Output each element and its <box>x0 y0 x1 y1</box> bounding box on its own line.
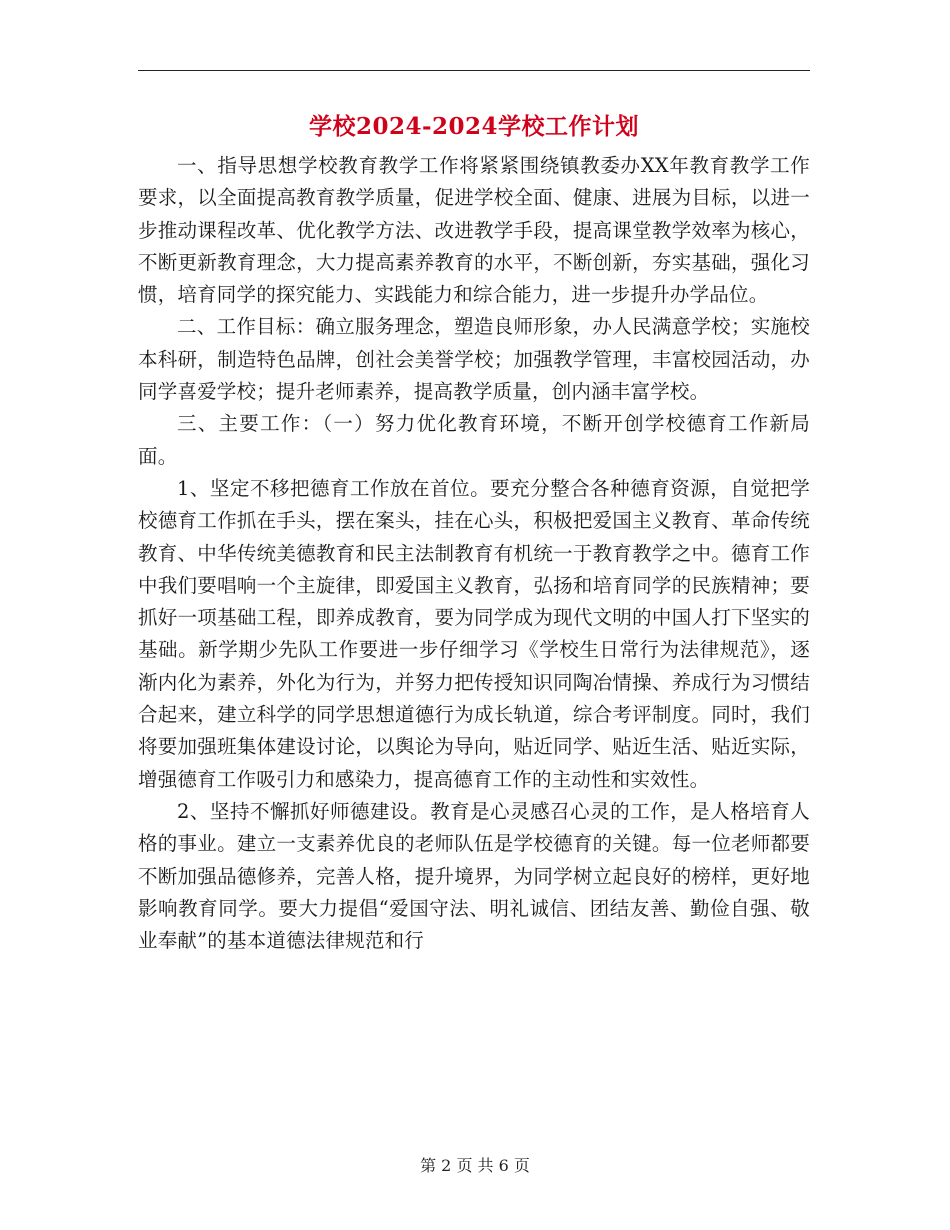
paragraph-moral-education: 1、坚定不移把德育工作放在首位。要充分整合各种德育资源，自觉把学校德育工作抓在手头，摆在案头，挂在心头，积极把爱国主义教育、革命传统教育、中华传统美德教育和民主法制教育有机统一于教育教学之中。德育工作中我们要唱响一个主旋律，即爱国主义教育，弘扬和培育同学的民族精神；要抓好一项基础工程，即养成教育，要为同学成为现代文明的中国人打下坚实的基础。新学期少先队工作要进一步仔细学习《学校生日常行为法律规范》，逐渐内化为素养，外化为行为，并努力把传授知识同陶冶情操、养成行为习惯结合起来，建立科学的同学思想道德行为成长轨道，综合考评制度。同时，我们将要加强班集体建设讨论，以舆论为导向，贴近同学、贴近生活、贴近实际，增强德育工作吸引力和感染力，提高德育工作的主动性和实效性。 <box>138 476 810 791</box>
document-body <box>138 150 810 957</box>
paragraph-guiding-ideology: 一、指导思想学校教育教学工作将紧紧围绕镇教委办XX年教育教学工作要求，以全面提高教育教学质量，促进学校全面、健康、进展为目标，以进一步推动课程改革、优化教学方法、改进教学手段，提高课堂教学效率为核心，不断更新教育理念，大力提高素养教育的水平，不断创新，夯实基础，强化习惯，培育同学的探究能力、实践能力和综合能力，进一步提升办学品位。 <box>138 154 810 307</box>
paragraph-main-work: 三、主要工作：（一）努力优化教育环境，不断开创学校德育工作新局面。 <box>138 412 810 468</box>
header-rule <box>138 70 810 71</box>
page-number: 第 2 页 共 6 页 <box>420 1156 530 1175</box>
paragraph-work-goals: 二、工作目标：确立服务理念，塑造良师形象，办人民满意学校；实施校本科研，制造特色品牌，创社会美誉学校；加强教学管理，丰富校园活动，办同学喜爱学校；提升老师素养，提高教学质量，创内涵丰富学校。 <box>138 315 810 404</box>
document-title: 学校2024-2024学校工作计划 <box>308 113 640 140</box>
paragraph-teacher-ethics: 2、坚持不懈抓好师德建设。教育是心灵感召心灵的工作，是人格培育人格的事业。建立一支素养优良的老师队伍是学校德育的关键。每一位老师都要不断加强品德修养，完善人格，提升境界，为同学树立起良好的榜样，更好地影响教育同学。要大力提倡“爱国守法、明礼诚信、团结友善、勤俭自强、敬业奉献”的基本道德法律规范和行 <box>138 799 810 953</box>
